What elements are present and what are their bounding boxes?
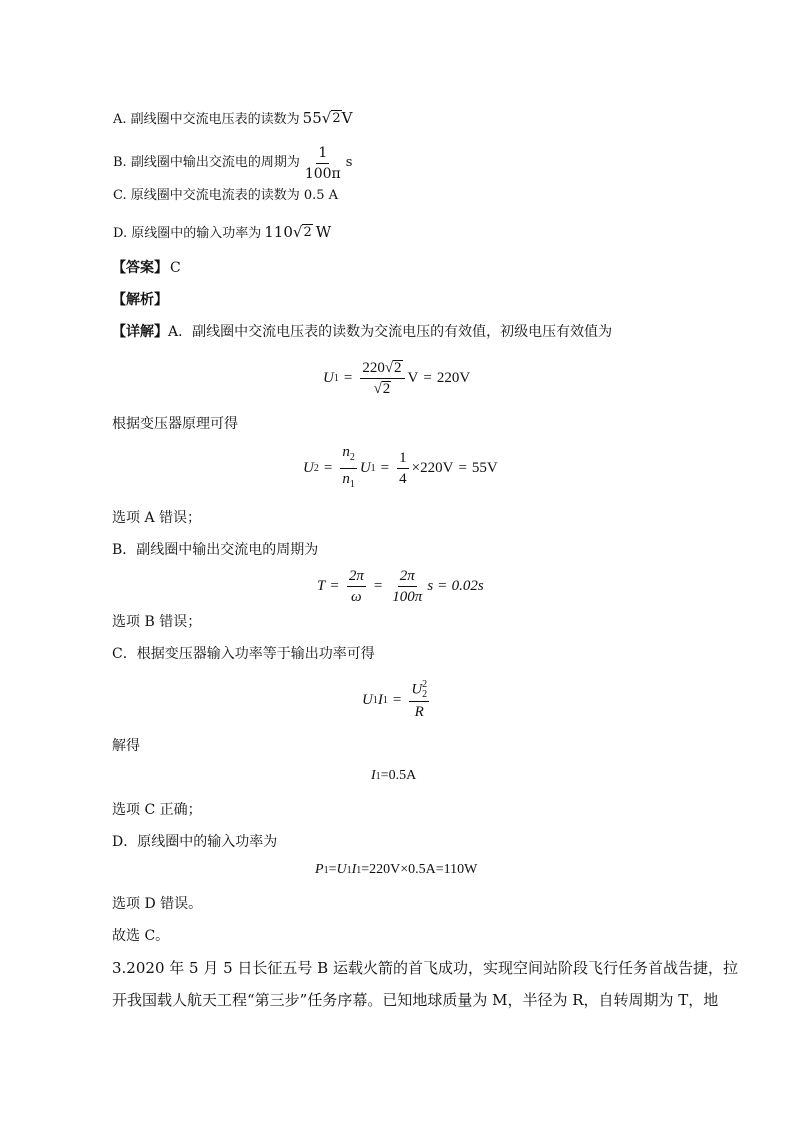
eq2-f-num: 1 [397, 449, 409, 469]
eq2-n-num: n [342, 443, 350, 460]
eq4-den: R [414, 703, 424, 720]
eq4-num-sub: 2 [422, 688, 428, 700]
right-c-text: 选项 C 正确； [112, 802, 202, 818]
option-a [113, 108, 352, 130]
equation-u1: U 1 = 220 √ 2 √ 2 V = 220V [323, 359, 471, 397]
transformer-principle [112, 414, 238, 434]
eq6-i-sub: 1 [356, 864, 362, 876]
wrong-d [112, 894, 202, 914]
detail-text: A．副线圈中交流电压表的读数为交流电压的有效值，初级电压有效值为 [168, 324, 613, 340]
eq2-n-den: n [342, 470, 350, 487]
analysis-line [112, 290, 168, 310]
eq1-den-rad: 2 [382, 380, 391, 397]
option-b-unit: s [345, 155, 353, 170]
eq1-unit: V [407, 369, 419, 386]
eq1-num: 220 [362, 359, 385, 376]
final-choice-text: 故选 C。 [112, 928, 170, 944]
option-d-value: 110 [264, 223, 293, 241]
option-c-text: C. 原线圈中交流电流表的读数为 0.5 A [113, 188, 339, 203]
detail-label: 【详解】 [112, 324, 168, 340]
eq2-f-den: 4 [399, 470, 407, 487]
equation-u2: U 2 = $\frac{n_2}{n_1}$ U 1 = $\frac{1}{4}$ × 220V = 55V [303, 444, 498, 492]
eq3-unit: s [427, 577, 434, 594]
option-a-unit: V [341, 109, 353, 127]
option-c [113, 186, 338, 206]
right-c [112, 800, 202, 820]
eq6-p: P [315, 862, 324, 877]
equation-power-balance: U 1 I 1 = U 2 2 R [362, 678, 428, 720]
eq1-lhs-sub: 1 [333, 372, 339, 384]
eq4-u: U [362, 691, 373, 708]
wrong-b-text: 选项 B 错误； [112, 614, 202, 630]
answer-label: 【答案】 [112, 260, 168, 276]
final-choice [112, 926, 169, 946]
eq4-i: I [377, 691, 383, 708]
option-d-sqrt: √ 2 [292, 223, 312, 241]
eq4-fraction [409, 680, 429, 721]
answer-line [112, 258, 181, 278]
eq3-rhs: 0.02s [451, 577, 484, 594]
question-3-text-1: 3.2020 年 5 月 5 日长征五号 B 运载火箭的首飞成功，实现空间站阶段飞行任务首战告捷，拉 [112, 959, 738, 977]
eq1-num-rad: 2 [394, 359, 402, 376]
option-d [113, 222, 331, 244]
question-3-text-2: 开我国载人航天工程“第三步”任务序幕。已知地球质量为 M，半径为 R，自转周期为 T，地 [112, 991, 719, 1009]
eq3-fraction-1 [347, 567, 366, 606]
b-analysis-text: B．副线圈中输出交流电的周期为 [112, 542, 319, 558]
option-a-text: A. 副线圈中交流电压表的读数为 [113, 112, 300, 127]
eq2-ratio [340, 443, 357, 494]
eq2-n-num-sub: 2 [349, 451, 355, 463]
option-d-text: D. 原线圈中的输入功率为 [113, 226, 262, 241]
eq5-rhs: =0.5A [380, 768, 417, 783]
eq6-i: I [351, 862, 357, 877]
eq1-fraction: 220 √ 2 √ 2 [360, 359, 404, 398]
option-a-sqrt: √ 2 [321, 109, 341, 127]
eq3-num1: 2π [347, 567, 366, 587]
eq3-fraction-2 [390, 567, 424, 606]
wrong-a [112, 508, 201, 528]
eq6-u-sub: 1 [346, 864, 352, 876]
eq2-lhs-sub: 2 [313, 462, 319, 474]
eq4-num-sup: 2 [422, 678, 428, 690]
c-analysis [112, 644, 375, 664]
eq5-lhs-sub: 1 [375, 770, 381, 782]
eq2-quarter [397, 449, 409, 488]
option-d-unit: W [315, 223, 332, 241]
eq3-lhs: T [317, 577, 326, 594]
solve-line [112, 736, 140, 756]
d-analysis [112, 832, 277, 852]
eq2-rhs: 55V [471, 459, 498, 476]
option-b [113, 140, 352, 186]
eq2-u-sub: 1 [370, 462, 376, 474]
eq6-u: U [336, 862, 347, 877]
eq3-den2: 100π [392, 588, 423, 605]
eq1-lhs: U [323, 369, 334, 386]
eq2-mid: 220V [420, 459, 454, 476]
eq6-p-sub: 1 [323, 864, 329, 876]
wrong-d-text: 选项 D 错误。 [112, 896, 203, 912]
eq2-u: U [359, 459, 371, 476]
eq6-rhs: =220V×0.5A=110W [361, 862, 478, 877]
equation-period: T = $\frac{2\pi}{\omega}$ = $\frac{2\pi}{100\pi}$ s = 0.02s [317, 567, 484, 605]
question-3-line-2 [112, 990, 718, 1010]
eq3-num2: 2π [398, 567, 417, 587]
eq3-den1: ω [351, 588, 362, 605]
option-a-value: 55 [302, 109, 322, 127]
eq2-n-den-sub: 1 [349, 478, 355, 490]
eq4-i-sub: 1 [382, 694, 388, 706]
b-analysis [112, 540, 318, 560]
analysis-label: 【解析】 [112, 292, 168, 308]
eq1-rhs: 220V [436, 369, 471, 386]
transformer-principle-text: 根据变压器原理可得 [112, 416, 238, 432]
question-3-line-1 [112, 958, 738, 978]
d-analysis-text: D．原线圈中的输入功率为 [112, 834, 278, 850]
eq5-lhs: I [371, 768, 376, 783]
eq2-lhs: U [303, 459, 314, 476]
wrong-b [112, 612, 201, 632]
solve-text: 解得 [112, 738, 140, 754]
answer-value: C [170, 260, 181, 276]
wrong-a-text: 选项 A 错误； [112, 510, 202, 526]
eq4-u-sub: 1 [372, 694, 378, 706]
eq4-num: U [411, 680, 423, 697]
equation-input-power: P 1 = U 1 I 1 =220V×0.5A=110W [315, 862, 478, 877]
option-b-fraction: $\frac{1}{100\pi}$ [304, 144, 341, 182]
option-b-text: B. 副线圈中输出交流电的周期为 [113, 155, 300, 170]
c-analysis-text: C．根据变压器输入功率等于输出功率可得 [112, 646, 375, 662]
equation-current [371, 768, 416, 784]
detail-line [112, 322, 612, 342]
